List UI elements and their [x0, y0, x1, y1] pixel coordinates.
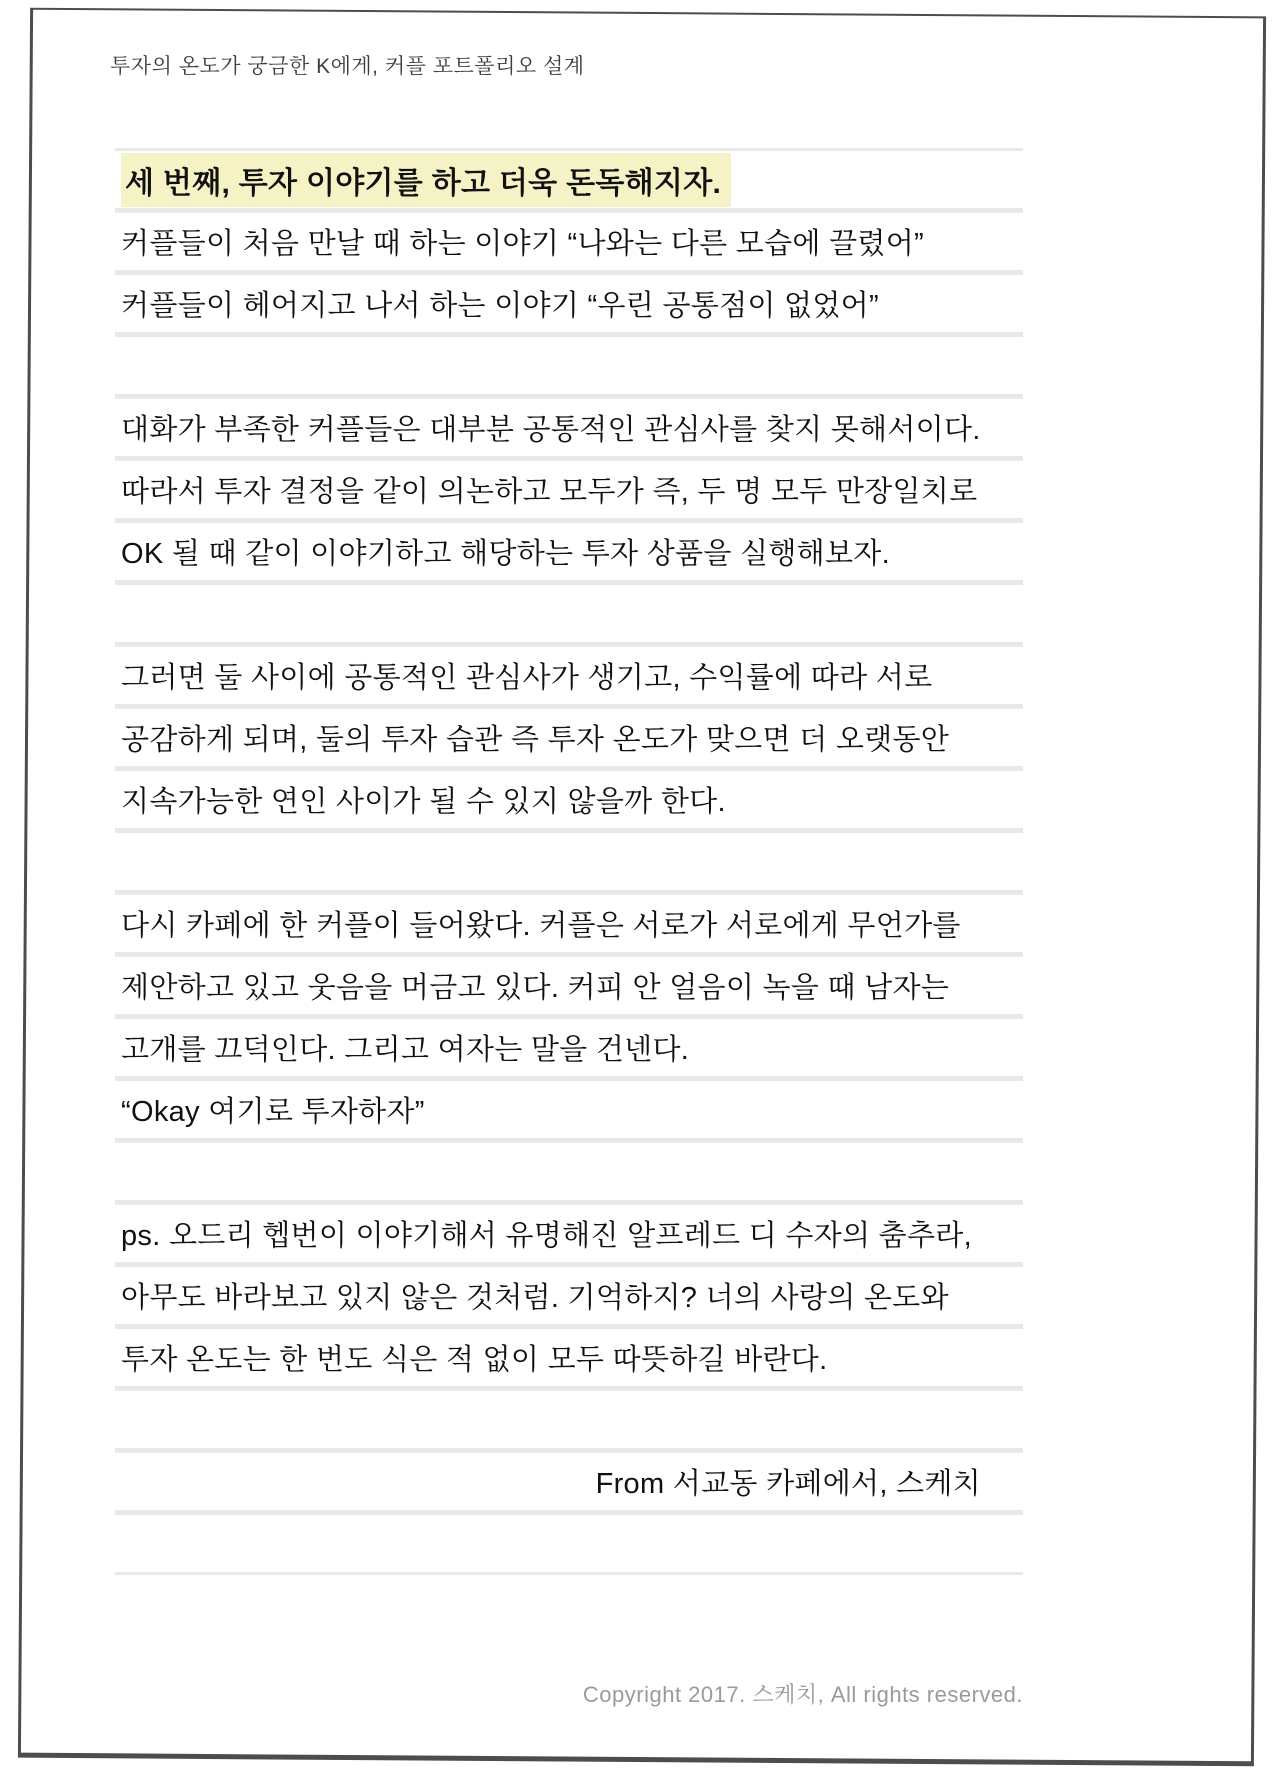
line-text: 커플들이 헤어지고 나서 하는 이야기 “우린 공통점이 없었어” — [121, 290, 879, 322]
document-line — [115, 213, 1023, 270]
document-line — [115, 399, 1023, 456]
line-text: 제안하고 있고 웃음을 머금고 있다. 커피 안 얼음이 녹을 때 남자는 — [121, 972, 950, 1004]
line-text: 고개를 끄덕인다. 그리고 여자는 말을 건넨다. — [121, 1034, 690, 1066]
document-line — [115, 461, 1023, 518]
document-line — [115, 1329, 1023, 1386]
line-text: 지속가능한 연인 사이가 될 수 있지 않을까 한다. — [121, 786, 726, 818]
document-line — [115, 1081, 1023, 1138]
highlighted-heading-text: 세 번째, 투자 이야기를 하고 더욱 돈독해지자. — [121, 153, 731, 207]
document-empty-line — [115, 1391, 1023, 1448]
line-text: 따라서 투자 결정을 같이 의논하고 모두가 즉, 두 명 모두 만장일치로 — [121, 476, 978, 508]
page-title: 투자의 온도가 궁금한 K에게, 커플 포트폴리오 설계 — [110, 55, 585, 78]
document-rows — [115, 148, 1023, 1575]
document-empty-line — [115, 585, 1023, 642]
line-text: ps. 오드리 헵번이 이야기해서 유명해진 알프레드 디 수자의 춤추라, — [121, 1220, 972, 1252]
line-text: 그러면 둘 사이에 공통적인 관심사가 생기고, 수익률에 따라 서로 — [121, 662, 933, 694]
document-line — [115, 1267, 1023, 1324]
line-text: 대화가 부족한 커플들은 대부분 공통적인 관심사를 찾지 못해서이다. — [121, 414, 981, 446]
line-text: 투자 온도는 한 번도 식은 적 없이 모두 따뜻하길 바란다. — [121, 1344, 828, 1376]
footer-copyright: Copyright 2017. 스케치, All rights reserved. — [582, 1682, 1023, 1707]
document-line — [115, 957, 1023, 1014]
line-text: From 서교동 카페에서, 스케치 — [595, 1468, 981, 1500]
line-text: 커플들이 처음 만날 때 하는 이야기 “나와는 다른 모습에 끌렸어” — [121, 228, 924, 260]
document-line — [115, 151, 1023, 208]
document-line — [115, 1453, 1023, 1510]
document-line — [115, 895, 1023, 952]
document-empty-line — [115, 1143, 1023, 1200]
document-line — [115, 1019, 1023, 1076]
line-text: OK 될 때 같이 이야기하고 해당하는 투자 상품을 실행해보자. — [121, 538, 890, 570]
line-text: 공감하게 되며, 둘의 투자 습관 즉 투자 온도가 맞으면 더 오랫동안 — [121, 724, 950, 756]
line-text: 아무도 바라보고 있지 않은 것처럼. 기억하지? 너의 사랑의 온도와 — [121, 1282, 949, 1314]
document-line — [115, 1205, 1023, 1262]
document-line — [115, 275, 1023, 332]
document-line — [115, 523, 1023, 580]
document-empty-line — [115, 1515, 1023, 1572]
document-line — [115, 771, 1023, 828]
document-empty-line — [115, 833, 1023, 890]
document-line — [115, 647, 1023, 704]
line-text: “Okay 여기로 투자하자” — [121, 1096, 425, 1128]
document-line — [115, 709, 1023, 766]
document-empty-line — [115, 337, 1023, 394]
line-text: 다시 카페에 한 커플이 들어왔다. 커플은 서로가 서로에게 무언가를 — [121, 910, 961, 942]
